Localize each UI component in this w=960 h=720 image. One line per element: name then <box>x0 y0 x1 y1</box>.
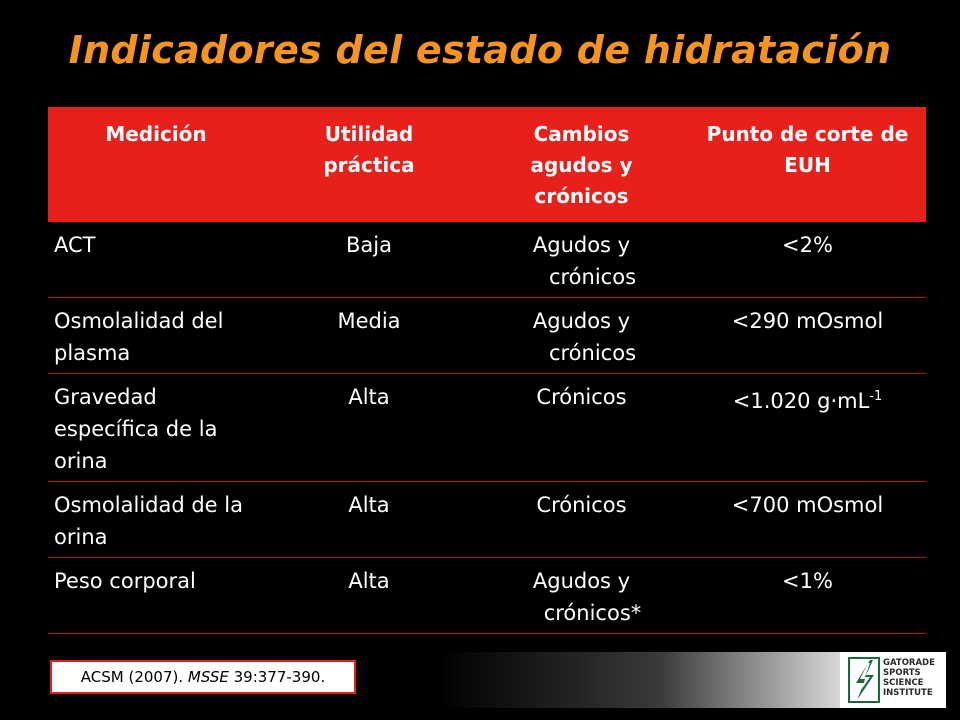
logo-text <box>883 658 935 698</box>
table-row <box>48 558 926 634</box>
hydration-table <box>48 107 926 634</box>
cell-utilidad: Alta <box>264 482 474 558</box>
cell-corte: <700 mOsmol <box>689 482 926 558</box>
cambios-line-1: Agudos y <box>532 233 631 257</box>
cell-cambios <box>474 558 689 634</box>
cambios-line-1: Agudos y <box>532 309 631 333</box>
citation-authors: ACSM (2007). <box>80 668 184 686</box>
cell-cambios <box>474 222 689 298</box>
cell-corte <box>689 374 926 482</box>
cell-corte: <290 mOsmol <box>689 298 926 374</box>
cambios-line-2: crónicos* <box>543 601 642 625</box>
cell-utilidad: Baja <box>264 222 474 298</box>
header-utilidad: Utilidad práctica <box>264 107 474 222</box>
table-row <box>48 482 926 558</box>
logo-line: INSTITUTE <box>883 688 933 698</box>
cell-corte: <1% <box>689 558 926 634</box>
cell-cambios <box>474 298 689 374</box>
cambios-line-1: Agudos y <box>532 569 631 593</box>
cambios-line-2: crónicos <box>548 341 637 365</box>
citation-box <box>50 660 356 694</box>
logo-line: SPORTS <box>883 668 921 678</box>
cambios-line-2: crónicos <box>548 265 637 289</box>
gatorade-ssi-logo <box>840 652 946 708</box>
cell-cambios: Crónicos <box>474 482 689 558</box>
cell-medicion: Osmolalidad del plasma <box>48 298 264 374</box>
corte-exponent: -1 <box>869 389 883 404</box>
header-medicion: Medición <box>48 107 264 222</box>
table-row <box>48 222 926 298</box>
table-row <box>48 374 926 482</box>
cell-medicion: ACT <box>48 222 264 298</box>
footer-gradient-bar <box>440 652 840 708</box>
table-row <box>48 298 926 374</box>
header-cambios: Cambios agudos y crónicos <box>474 107 689 222</box>
header-punto-corte: Punto de corte de EUH <box>689 107 926 222</box>
citation-journal: MSSE <box>187 668 229 686</box>
cell-cambios: Crónicos <box>474 374 689 482</box>
logo-line: GATORADE <box>883 658 935 668</box>
cell-medicion: Peso corporal <box>48 558 264 634</box>
cell-medicion: Gravedad específica de la orina <box>48 374 264 482</box>
table-header-row <box>48 107 926 222</box>
cell-utilidad: Alta <box>264 374 474 482</box>
logo-line: SCIENCE <box>883 678 924 688</box>
cell-utilidad: Media <box>264 298 474 374</box>
bolt-icon <box>848 657 880 703</box>
cell-utilidad: Alta <box>264 558 474 634</box>
cell-medicion: Osmolalidad de la orina <box>48 482 264 558</box>
citation-ref: 39:377-390. <box>233 668 326 686</box>
cell-corte: <2% <box>689 222 926 298</box>
slide-title: Indicadores del estado de hidratación <box>68 28 892 72</box>
corte-value: <1.020 g·mL <box>732 389 870 413</box>
